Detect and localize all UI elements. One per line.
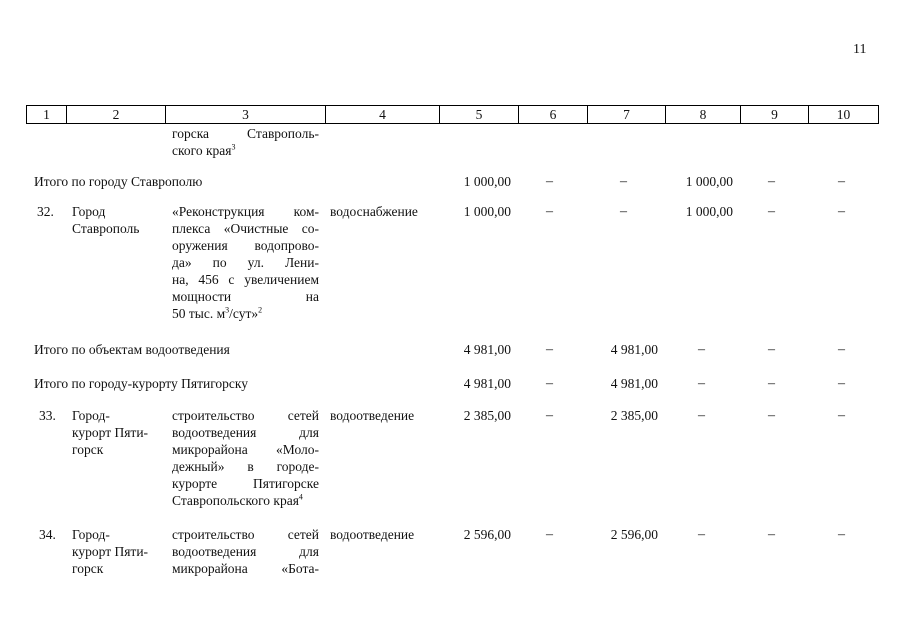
header-col-9: 9	[740, 106, 808, 123]
description-line: водоотведения для	[172, 425, 319, 440]
cell-c10: –	[838, 204, 845, 219]
row-type: водоотведение	[330, 527, 415, 542]
cell-c9: –	[768, 174, 775, 189]
description-line: плекса «Очистные со-	[172, 221, 319, 236]
cell-c6: –	[546, 527, 553, 542]
cell-c10: –	[838, 408, 845, 423]
description-line: «Реконструкция ком-	[172, 204, 319, 219]
cell-c8: 1 000,00	[685, 204, 733, 219]
subtotal-label: Итого по городу-курорту Пятигорску	[34, 376, 249, 391]
description-line: да» по ул. Лени-	[172, 255, 319, 270]
description-line: строительство сетей	[172, 408, 319, 423]
cell-c7: 2 385,00	[610, 408, 658, 423]
header-col-2: 2	[66, 106, 165, 123]
header-col-6: 6	[518, 106, 587, 123]
cell-c6: –	[546, 408, 553, 423]
header-col-3: 3	[165, 106, 325, 123]
cell-c7: –	[620, 174, 627, 189]
header-col-4: 4	[325, 106, 439, 123]
cell-c10: –	[838, 174, 845, 189]
cell-c9: –	[768, 376, 775, 391]
description-line: на, 456 с увеличением	[172, 272, 319, 287]
subtotal-label: Итого по объектам водоотведения	[34, 342, 230, 357]
cell-c9: –	[768, 204, 775, 219]
row-type: водоснабжение	[330, 204, 418, 219]
description-line: мощности на	[172, 289, 319, 304]
row-description	[172, 526, 319, 577]
description-line: Ставропольского края	[172, 493, 299, 508]
place-line: Город-	[72, 408, 110, 423]
description-line: строительство сетей	[172, 527, 319, 542]
continuation-description	[172, 125, 319, 159]
row-description	[172, 407, 319, 509]
cell-c6: –	[546, 376, 553, 391]
row-place	[72, 526, 148, 577]
cell-c5: 1 000,00	[463, 174, 511, 189]
subtotal-label: Итого по городу Ставрополю	[34, 174, 203, 189]
cell-c10: –	[838, 376, 845, 391]
place-line: Город-	[72, 527, 110, 542]
cell-c8: –	[698, 376, 705, 391]
cell-c8: –	[698, 342, 705, 357]
cell-c8: –	[698, 408, 705, 423]
footnote-marker: 3	[231, 142, 236, 152]
description-line: микрорайона «Моло-	[172, 442, 319, 457]
cell-c7: 4 981,00	[610, 342, 658, 357]
table-header-row	[26, 105, 879, 124]
cell-c6: –	[546, 204, 553, 219]
row-type: водоотведение	[330, 408, 415, 423]
superscript: 3	[225, 305, 230, 315]
cell-c5: 4 981,00	[463, 376, 511, 391]
footnote-marker: 4	[298, 492, 303, 502]
continuation-line: горска Ставрополь-	[172, 126, 319, 141]
cell-c10: –	[838, 527, 845, 542]
cell-c7: 2 596,00	[610, 527, 658, 542]
footnote-marker: 2	[258, 305, 263, 315]
place-line: Город	[72, 204, 106, 219]
page-number: 11	[853, 42, 867, 57]
row-place	[72, 203, 139, 237]
place-line: курорт Пяти-	[72, 544, 149, 559]
cell-c6: –	[546, 342, 553, 357]
description-line: оружения водопрово-	[172, 238, 319, 253]
description-line: дежный» в городе-	[172, 459, 319, 474]
cell-c7: 4 981,00	[610, 376, 658, 391]
header-col-7: 7	[587, 106, 665, 123]
place-line: Ставрополь	[72, 221, 140, 236]
header-col-8: 8	[665, 106, 740, 123]
row-number: 34.	[39, 527, 56, 542]
row-place	[72, 407, 148, 458]
header-col-1: 1	[43, 107, 50, 122]
cell-c7: –	[620, 204, 627, 219]
cell-c9: –	[768, 408, 775, 423]
description-line: /сут»	[229, 306, 259, 321]
cell-c9: –	[768, 527, 775, 542]
cell-c5: 2 596,00	[463, 527, 511, 542]
description-line: водоотведения для	[172, 544, 319, 559]
place-line: горск	[72, 561, 104, 576]
place-line: горск	[72, 442, 104, 457]
description-line: 50 тыс. м	[172, 306, 226, 321]
cell-c8: 1 000,00	[685, 174, 733, 189]
cell-c5: 1 000,00	[463, 204, 511, 219]
row-number: 33.	[39, 408, 56, 423]
row-number: 32.	[37, 204, 54, 219]
cell-c8: –	[698, 527, 705, 542]
description-line: микрорайона «Бота-	[172, 561, 319, 576]
row-description	[172, 203, 319, 322]
header-col-10: 10	[808, 106, 878, 123]
place-line: курорт Пяти-	[72, 425, 149, 440]
continuation-line: ского края	[172, 143, 232, 158]
cell-c6: –	[546, 174, 553, 189]
header-col-5: 5	[439, 106, 518, 123]
description-line: курорте Пятигорске	[172, 476, 319, 491]
cell-c10: –	[838, 342, 845, 357]
cell-c5: 4 981,00	[463, 342, 511, 357]
cell-c5: 2 385,00	[463, 408, 511, 423]
cell-c9: –	[768, 342, 775, 357]
